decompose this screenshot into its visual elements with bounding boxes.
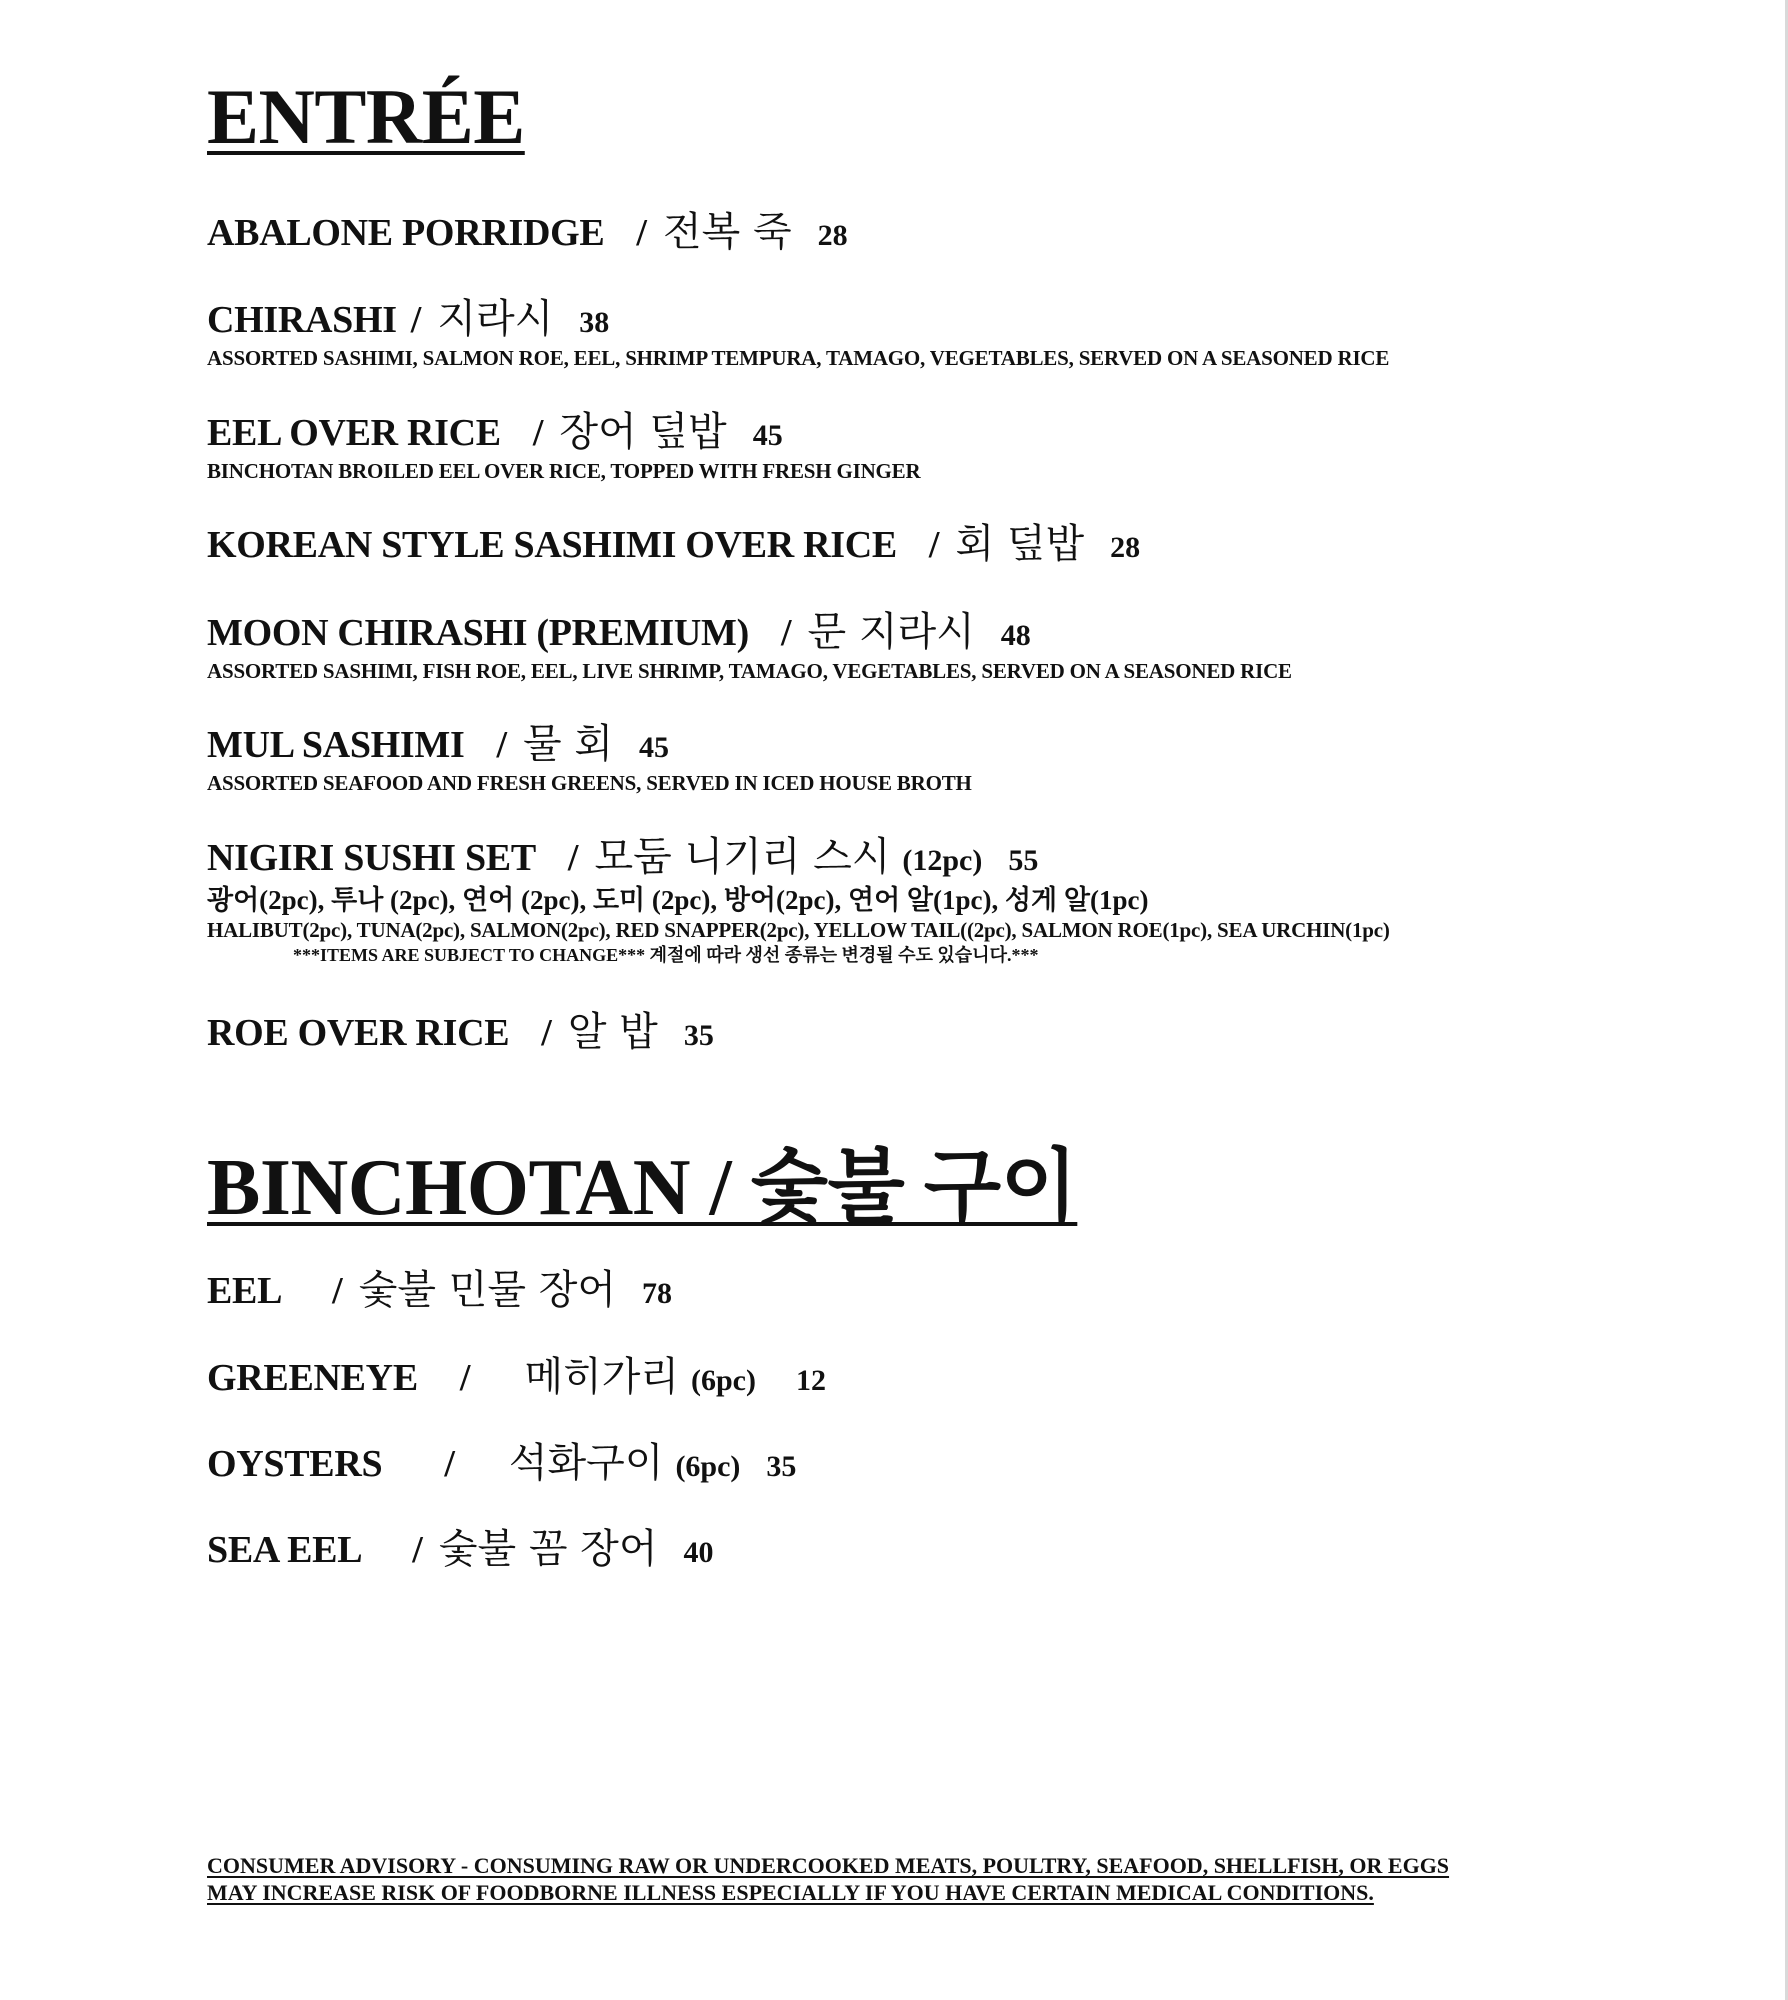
menu-item-line (207, 297, 1389, 345)
menu-item-moon-chirashi (207, 610, 1292, 684)
item-price: 35 (683, 1019, 714, 1052)
item-korean-name: 문 지라시 (807, 609, 975, 655)
menu-item-eel (207, 1268, 672, 1316)
item-korean-name: 알 밥 (567, 1009, 658, 1055)
item-quantity: (6pc) (675, 1450, 741, 1483)
menu-item-line (207, 610, 1292, 658)
item-name: NIGIRI SUSHI SET (207, 837, 536, 879)
item-name: ROE OVER RICE (207, 1012, 510, 1054)
menu-item-abalone-porridge (207, 210, 848, 258)
menu-item-line (207, 522, 1140, 570)
menu-item-korean-style-sashimi (207, 522, 1140, 570)
item-price: 45 (752, 419, 783, 452)
item-price: 28 (817, 219, 848, 252)
item-korean-name: 모둠 니기리 스시 (594, 834, 891, 880)
item-separator: / (928, 524, 940, 566)
menu-item-line (207, 1441, 796, 1489)
item-name: EEL (207, 1270, 283, 1312)
item-price: 48 (1000, 619, 1031, 652)
menu-item-mul-sashimi (207, 722, 972, 796)
menu-item-eel-over-rice (207, 410, 920, 484)
menu-item-line (207, 1268, 672, 1316)
menu-item-line (207, 410, 920, 458)
item-note: ***ITEMS ARE SUBJECT TO CHANGE*** 계절에 따라 생선 종류는 변경될 수도 있습니다.*** (293, 945, 1039, 965)
menu-item-chirashi (207, 297, 1389, 371)
item-korean-name: 장어 덮밥 (559, 409, 727, 455)
item-korean-name: 전복 죽 (662, 209, 792, 255)
item-description: ASSORTED SEAFOOD AND FRESH GREENS, SERVED IN ICED HOUSE BROTH (207, 771, 972, 795)
item-separator: / (636, 212, 647, 254)
item-name: EEL OVER RICE (207, 412, 501, 454)
item-description: ASSORTED SASHIMI, SALMON ROE, EEL, SHRIMP TEMPURA, TAMAGO, VEGETABLES, SERVED ON A SEASONED RICE (207, 346, 1390, 370)
menu-item-oysters (207, 1441, 796, 1489)
menu-item-line (207, 210, 848, 258)
item-separator: / (532, 412, 544, 454)
item-separator: / (496, 724, 508, 766)
item-separator: / (444, 1443, 455, 1485)
consumer-advisory (207, 1852, 1449, 1906)
item-separator: / (459, 1357, 471, 1399)
item-description: BINCHOTAN BROILED EEL OVER RICE, TOPPED WITH FRESH GINGER (207, 459, 921, 483)
item-price: 12 (795, 1364, 826, 1397)
item-name: KOREAN STYLE SASHIMI OVER RICE (207, 524, 897, 566)
item-name: MUL SASHIMI (207, 724, 465, 766)
item-price: 55 (1008, 844, 1039, 877)
item-description: ASSORTED SASHIMI, FISH ROE, EEL, LIVE SHRIMP, TAMAGO, VEGETABLES, SERVED ON A SEASONED RICE (207, 659, 1292, 683)
item-price: 78 (641, 1277, 672, 1310)
item-separator: / (410, 299, 422, 341)
item-price: 35 (766, 1450, 797, 1483)
item-description: HALIBUT(2pc), TUNA(2pc), SALMON(2pc), RED SNAPPER(2pc), YELLOW TAIL((2pc), SALMON ROE(1pc), SEA URCHIN(1pc) (207, 918, 1390, 942)
menu-item-greeneye (207, 1355, 826, 1403)
item-name: OYSTERS (207, 1443, 383, 1485)
menu-item-line (207, 1355, 826, 1403)
item-price: 38 (579, 306, 610, 339)
item-korean-name: 지라시 (437, 296, 554, 342)
menu-item-nigiri-sushi-set (207, 835, 1390, 967)
item-korean-name: 석화구이 (508, 1440, 664, 1486)
item-separator: / (567, 837, 579, 879)
item-korean-name: 회 덮밥 (955, 521, 1085, 567)
item-price: 28 (1110, 531, 1141, 564)
item-name: SEA EEL (207, 1529, 363, 1571)
item-quantity: (6pc) (691, 1364, 756, 1397)
menu-item-line (207, 1527, 713, 1575)
item-separator: / (412, 1529, 423, 1571)
item-korean-name: 숯불 민물 장어 (358, 1267, 616, 1313)
item-korean-list: 광어(2pc), 투나 (2pc), 연어 (2pc), 도미 (2pc), 방어(2pc), 연어 알(1pc), 성게 알(1pc) (207, 885, 1149, 915)
menu-item-roe-over-rice (207, 1010, 714, 1058)
item-price: 45 (639, 731, 670, 764)
item-name: CHIRASHI (207, 299, 397, 341)
item-name: MOON CHIRASHI (PREMIUM) (207, 612, 749, 654)
item-korean-name: 메히가리 (524, 1354, 679, 1400)
item-separator: / (780, 612, 792, 654)
item-separator: / (332, 1270, 343, 1312)
advisory-line-2: MAY INCREASE RISK OF FOODBORNE ILLNESS ESPECIALLY IF YOU HAVE CERTAIN MEDICAL CONDITIONS. (207, 1880, 1374, 1905)
section-heading-binchotan: BINCHOTAN / 숯불 구이 (207, 1144, 1078, 1232)
item-name: GREENEYE (207, 1357, 418, 1399)
item-korean-name: 물 회 (523, 721, 614, 767)
menu-item-sea-eel (207, 1527, 713, 1575)
item-price: 40 (683, 1536, 714, 1569)
item-quantity: (12pc) (902, 844, 983, 877)
section-heading-entree: ENTRÉE (207, 73, 525, 160)
menu-item-line (207, 835, 1390, 883)
item-separator: / (541, 1012, 552, 1054)
item-name: ABALONE PORRIDGE (207, 212, 605, 254)
item-korean-name: 숯불 꼼 장어 (438, 1526, 658, 1572)
menu-item-line (207, 1010, 714, 1058)
menu-item-line (207, 722, 972, 770)
advisory-line-1: CONSUMER ADVISORY - CONSUMING RAW OR UNDERCOOKED MEATS, POULTRY, SEAFOOD, SHELLFISH, OR EGGS (207, 1853, 1450, 1878)
